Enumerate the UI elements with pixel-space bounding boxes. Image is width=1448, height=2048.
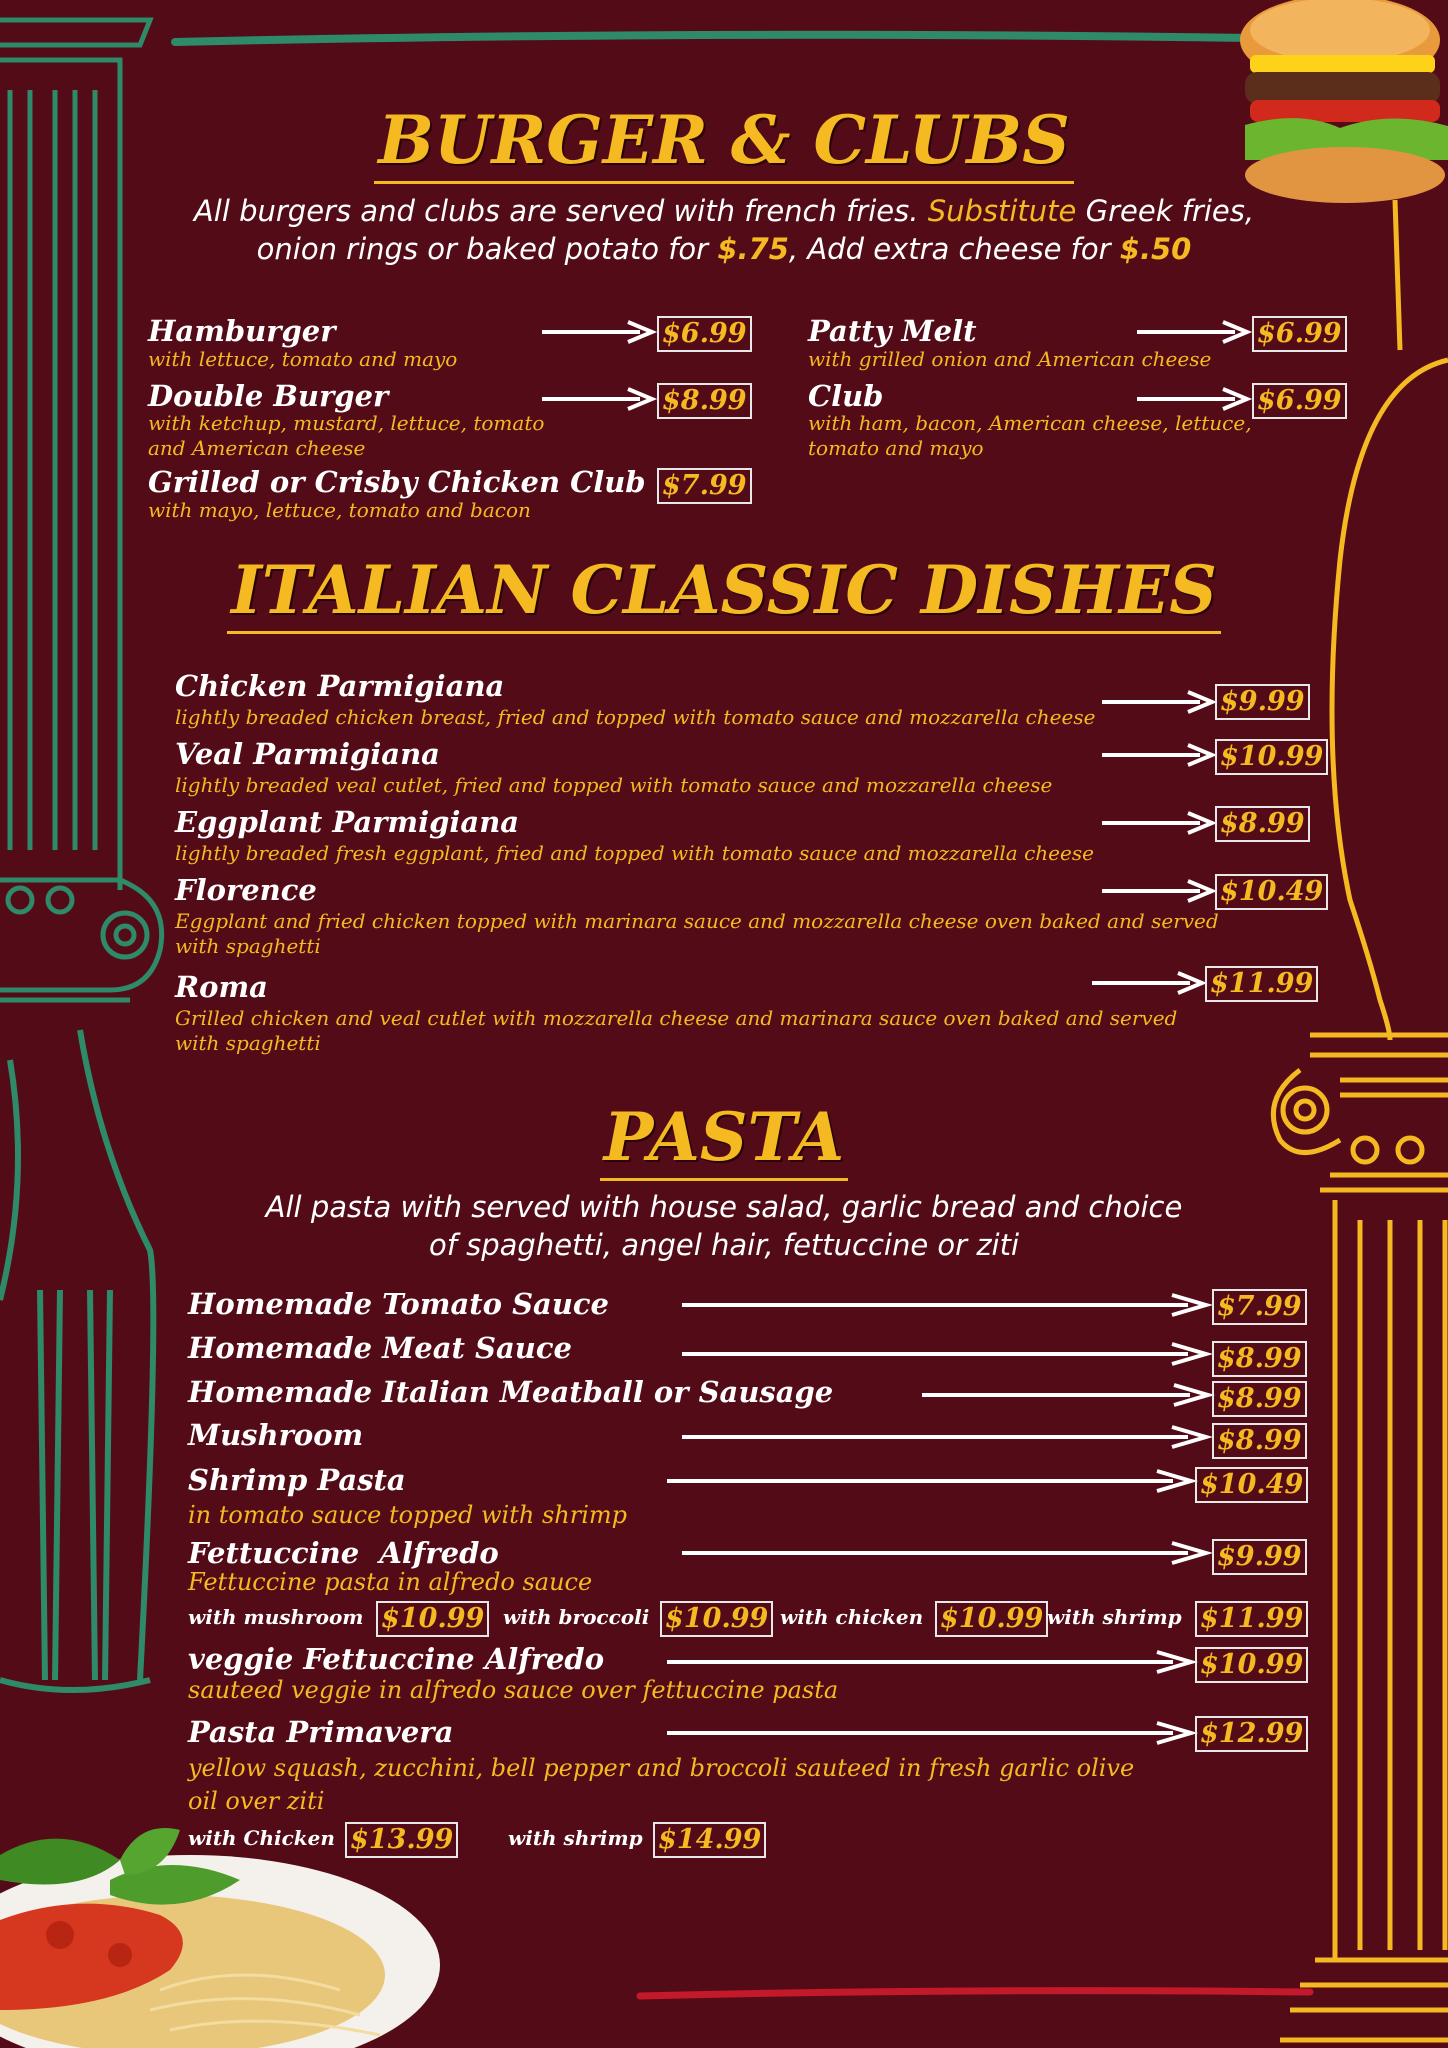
burgers-intro-text: Greek fries, xyxy=(1085,194,1255,228)
menu-item-name: Hamburger xyxy=(148,314,336,348)
menu-item-price: $6.99 xyxy=(1252,316,1347,352)
menu-item-name: Patty Melt xyxy=(808,314,977,348)
pasta-plate-image xyxy=(0,1828,440,2048)
menu-item-desc: with lettuce, tomato and mayo xyxy=(148,347,458,371)
burgers-intro-text: All burgers and clubs are served with french fries. xyxy=(193,194,919,228)
arrow-icon xyxy=(1090,971,1205,995)
addon-label: with shrimp xyxy=(1047,1605,1182,1629)
section-title-burgers xyxy=(0,100,1448,180)
arrow-icon xyxy=(1135,387,1250,411)
menu-item-desc: with grilled onion and American cheese xyxy=(808,347,1212,371)
burgers-title-text: BURGER & CLUBS xyxy=(374,101,1074,184)
burgers-intro-text: onion rings or baked potato for xyxy=(256,232,709,266)
addon-price: $14.99 xyxy=(653,1822,766,1858)
bottom-brush-stroke xyxy=(640,1991,1310,1996)
menu-item-name: Homemade Italian Meatball or Sausage xyxy=(188,1375,834,1409)
menu-item-name: Veal Parmigiana xyxy=(175,737,440,771)
menu-item-name: Double Burger xyxy=(148,379,389,413)
arrow-icon xyxy=(1100,879,1215,903)
section-title-italian xyxy=(0,550,1448,630)
menu-item-name: Grilled or Crisby Chicken Club xyxy=(148,465,646,499)
menu-item-desc: lightly breaded veal cutlet, fried and topped with tomato sauce and mozzarella cheese xyxy=(175,773,1053,797)
burgers-intro-price: $.50 xyxy=(1119,232,1192,266)
menu-item-price: $8.99 xyxy=(1212,1341,1307,1377)
burgers-intro-line2 xyxy=(0,230,1448,268)
menu-item-price: $8.99 xyxy=(1215,806,1310,842)
arrow-icon xyxy=(665,1469,1195,1493)
burgers-intro-highlight: Substitute xyxy=(927,194,1077,228)
arrow-icon xyxy=(540,387,655,411)
menu-item-name: Homemade Meat Sauce xyxy=(188,1331,572,1365)
menu-item-price: $10.49 xyxy=(1215,874,1328,910)
menu-item-desc: lightly breaded fresh eggplant, fried and topped with tomato sauce and mozzarella cheese xyxy=(175,841,1094,865)
burgers-intro-line1 xyxy=(0,192,1448,230)
menu-item-price: $12.99 xyxy=(1195,1716,1308,1752)
menu-item-price: $10.99 xyxy=(1195,1647,1308,1683)
menu-item-name: Club xyxy=(808,379,884,413)
arrow-icon xyxy=(665,1721,1195,1745)
addon-label: with shrimp xyxy=(508,1826,643,1850)
menu-item-name: veggie Fettuccine Alfredo xyxy=(188,1642,605,1676)
menu-item-name: Pasta Primavera xyxy=(188,1715,454,1749)
menu-item-desc: lightly breaded chicken breast, fried and topped with tomato sauce and mozzarella cheese xyxy=(175,705,1096,729)
addon-price: $10.99 xyxy=(376,1601,489,1637)
addon-price: $11.99 xyxy=(1195,1601,1308,1637)
pasta-intro-line1: All pasta with served with house salad, garlic bread and choice xyxy=(265,1190,1183,1224)
pasta-title-text: PASTA xyxy=(600,1098,848,1181)
menu-item-name: Chicken Parmigiana xyxy=(175,669,505,703)
italian-title-text: ITALIAN CLASSIC DISHES xyxy=(227,551,1221,634)
menu-item-desc: yellow squash, zucchini, bell pepper and broccoli sauteed in fresh garlic olive oil over ziti xyxy=(188,1754,1135,1815)
menu-item-price: $6.99 xyxy=(1252,383,1347,419)
menu-item-price: $10.49 xyxy=(1195,1467,1308,1503)
menu-item-name: Eggplant Parmigiana xyxy=(175,805,520,839)
right-column-outline xyxy=(1273,1035,1448,2040)
menu-item-price: $8.99 xyxy=(1212,1423,1307,1459)
arrow-icon xyxy=(680,1425,1210,1449)
menu-item-name: Roma xyxy=(175,970,268,1004)
pasta-intro xyxy=(0,1188,1448,1264)
menu-item-name: Florence xyxy=(175,873,317,907)
menu-item-name: Homemade Tomato Sauce xyxy=(188,1287,610,1321)
burgers-intro xyxy=(0,192,1448,268)
menu-item-price: $9.99 xyxy=(1212,1539,1307,1575)
arrow-icon xyxy=(1135,320,1250,344)
top-brush-stroke xyxy=(175,35,1250,42)
menu-item-price: $8.99 xyxy=(1212,1381,1307,1417)
burgers-intro-text: , Add extra cheese for xyxy=(788,232,1111,266)
menu-item-desc: Eggplant and fried chicken topped with marinara sauce and mozzarella cheese oven baked and served with spaghetti xyxy=(175,909,1219,958)
menu-item-desc: Grilled chicken and veal cutlet with mozzarella cheese and marinara sauce oven baked and served with spaghetti xyxy=(175,1006,1178,1055)
menu-item-desc: with ketchup, mustard, lettuce, tomato and American cheese xyxy=(148,411,545,460)
arrow-icon xyxy=(665,1650,1195,1674)
menu-item-desc: in tomato sauce topped with shrimp xyxy=(188,1501,628,1529)
arrow-icon xyxy=(1100,811,1215,835)
addon-price: $10.99 xyxy=(935,1601,1048,1637)
menu-item-price: $8.99 xyxy=(657,383,752,419)
pasta-intro-line2: of spaghetti, angel hair, fettuccine or ziti xyxy=(428,1228,1020,1262)
addon-label: with chicken xyxy=(780,1605,924,1629)
menu-item-name: Shrimp Pasta xyxy=(188,1463,406,1497)
arrow-icon xyxy=(680,1342,1210,1366)
menu-item-desc: with ham, bacon, American cheese, lettuce, tomato and mayo xyxy=(808,411,1252,460)
menu-item-price: $6.99 xyxy=(657,316,752,352)
addon-label: with mushroom xyxy=(188,1605,364,1629)
arrow-icon xyxy=(920,1383,1210,1407)
menu-item-name: Fettuccine Alfredo xyxy=(188,1536,499,1570)
menu-item-desc: with mayo, lettuce, tomato and bacon xyxy=(148,498,531,522)
addon-price: $10.99 xyxy=(660,1601,773,1637)
addon-label: with Chicken xyxy=(188,1826,335,1850)
addon-label: with broccoli xyxy=(503,1605,650,1629)
menu-item-price: $11.99 xyxy=(1205,966,1318,1002)
menu-item-desc: Fettuccine pasta in alfredo sauce xyxy=(188,1568,593,1596)
menu-item-name: Mushroom xyxy=(188,1418,364,1452)
burgers-intro-price: $.75 xyxy=(717,232,789,266)
section-title-pasta xyxy=(0,1097,1448,1177)
arrow-icon xyxy=(1100,690,1215,714)
menu-item-desc: sauteed veggie in alfredo sauce over fettuccine pasta xyxy=(188,1676,839,1704)
menu-item-price: $10.99 xyxy=(1215,739,1328,775)
arrow-icon xyxy=(1100,743,1215,767)
menu-item-price: $7.99 xyxy=(1212,1289,1307,1325)
arrow-icon xyxy=(680,1541,1210,1565)
menu-item-price: $9.99 xyxy=(1215,684,1310,720)
menu-item-price: $7.99 xyxy=(657,468,752,504)
arrow-icon xyxy=(680,1293,1210,1317)
addon-price: $13.99 xyxy=(345,1822,458,1858)
arrow-icon xyxy=(540,320,655,344)
